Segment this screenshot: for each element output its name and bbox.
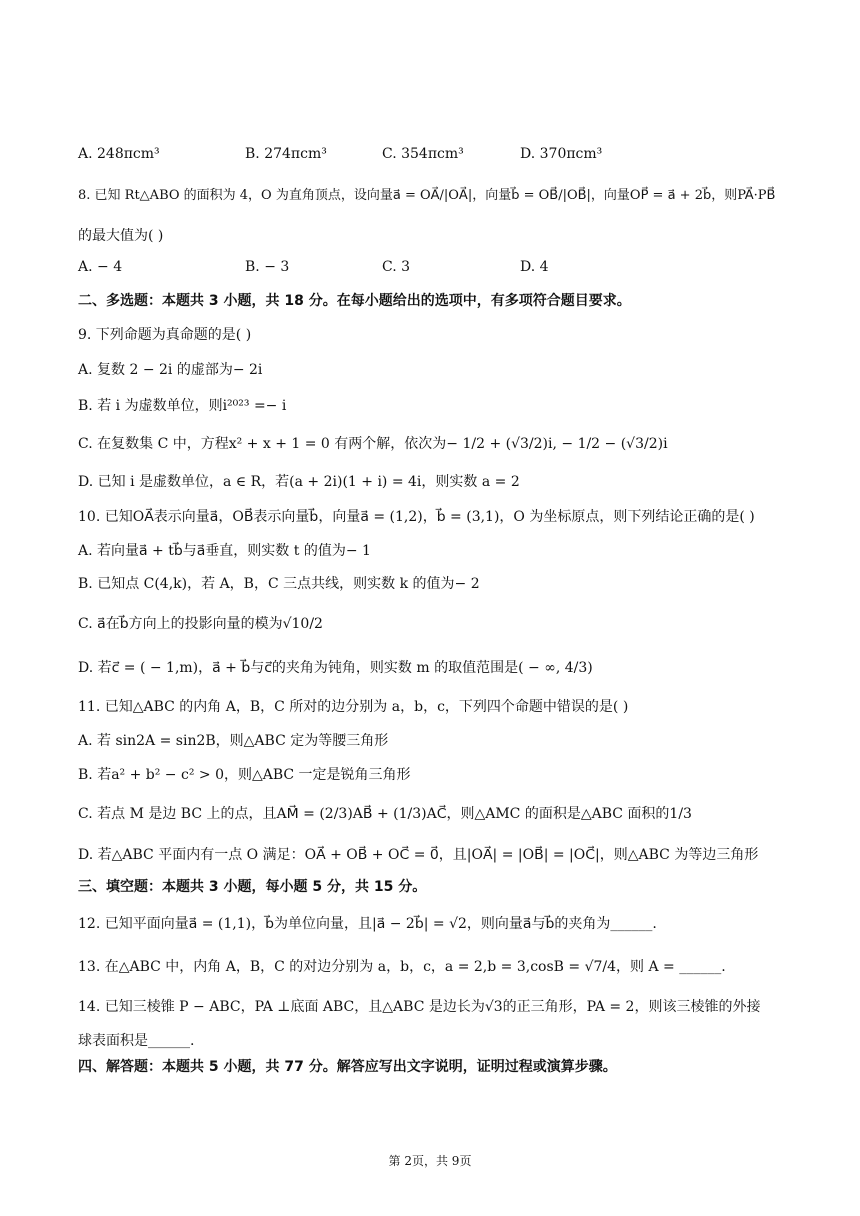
q8-stem-line1: 8. 已知 Rt△ABO 的面积为 4，O 为直角顶点，设向量a⃗ = OA⃗/|OA⃗|，向量b⃗ = OB⃗/|OB⃗|，向量OP⃗ = a⃗ + 2b⃗，则PA⃗·PB⃗ [78,188,776,203]
q7-option-d: D. 370πcm³ [520,146,603,162]
q8-options [78,259,778,279]
q9-option-d: D. 已知 i 是虚数单位，a ∈ R，若(a + 2i)(1 + i) = 4i，则实数 a = 2 [78,474,520,490]
q7-option-c: C. 354πcm³ [382,146,464,162]
q9-option-c: C. 在复数集 C 中，方程x² + x + 1 = 0 有两个解，依次为− 1/2 + (√3/2)i, − 1/2 − (√3/2)i [78,436,668,452]
q12-stem: 12. 已知平面向量a⃗ = (1,1)，b⃗为单位向量，且|a⃗ − 2b⃗| = √2，则向量a⃗与b⃗的夹角为______. [78,916,657,932]
q10-option-c: C. a⃗在b⃗方向上的投影向量的模为√10/2 [78,616,323,632]
q10-option-b: B. 已知点 C(4,k)，若 A，B，C 三点共线，则实数 k 的值为− 2 [78,576,480,592]
q13-stem: 13. 在△ABC 中，内角 A，B，C 的对边分别为 a，b，c，a = 2,b = 3,cosB = √7/4，则 A = ______. [78,959,726,975]
q8-option-b: B. − 3 [245,259,290,275]
q11-option-b: B. 若a² + b² − c² > 0，则△ABC 一定是锐角三角形 [78,767,411,783]
q11-option-d: D. 若△ABC 平面内有一点 O 满足：OA⃗ + OB⃗ + OC⃗ = 0⃗，且|OA⃗| = |OB⃗| = |OC⃗|，则△ABC 为等边三角形 [78,847,759,863]
q11-stem: 11. 已知△ABC 的内角 A，B，C 所对的边分别为 a，b，c，下列四个命题中错误的是( ) [78,699,629,715]
q8-option-a: A. − 4 [78,259,123,275]
section3-heading: 三、填空题：本题共 3 小题，每小题 5 分，共 15 分。 [78,879,427,895]
q7-options [78,146,778,166]
q8-stem-line2: 的最大值为( ) [78,228,164,244]
q8-option-d: D. 4 [520,259,549,275]
q7-option-b: B. 274πcm³ [245,146,327,162]
q9-stem: 9. 下列命题为真命题的是( ) [78,327,252,343]
q10-option-a: A. 若向量a⃗ + tb⃗与a⃗垂直，则实数 t 的值为− 1 [78,543,371,559]
page-footer: 第 2页，共 9页 [388,1154,472,1168]
q10-option-d: D. 若c⃗ = ( − 1,m)，a⃗ + b⃗与c⃗的夹角为钝角，则实数 m 的取值范围是( − ∞, 4/3) [78,660,593,676]
section2-heading: 二、多选题：本题共 3 小题，共 18 分。在每小题给出的选项中，有多项符合题目要求。 [78,293,631,309]
q11-option-a: A. 若 sin2A = sin2B，则△ABC 定为等腰三角形 [78,733,389,749]
q14-stem-line2: 球表面积是______. [78,1033,195,1049]
q14-stem-line1: 14. 已知三棱锥 P − ABC，PA ⊥底面 ABC，且△ABC 是边长为√3的正三角形，PA = 2，则该三棱锥的外接 [78,999,761,1015]
q9-option-b: B. 若 i 为虚数单位，则i²⁰²³ =− i [78,398,287,414]
q7-option-a: A. 248πcm³ [78,146,160,162]
q9-option-a: A. 复数 2 − 2i 的虚部为− 2i [78,362,263,378]
q8-option-c: C. 3 [382,259,411,275]
section4-heading: 四、解答题：本题共 5 小题，共 77 分。解答应写出文字说明，证明过程或演算步骤。 [78,1059,617,1075]
q11-option-c: C. 若点 M 是边 BC 上的点，且AM⃗ = (2/3)AB⃗ + (1/3)AC⃗，则△AMC 的面积是△ABC 面积的1/3 [78,806,692,822]
q10-stem: 10. 已知OA⃗表示向量a⃗，OB⃗表示向量b⃗，向量a⃗ = (1,2)，b⃗ = (3,1)，O 为坐标原点，则下列结论正确的是( ) [78,509,755,525]
